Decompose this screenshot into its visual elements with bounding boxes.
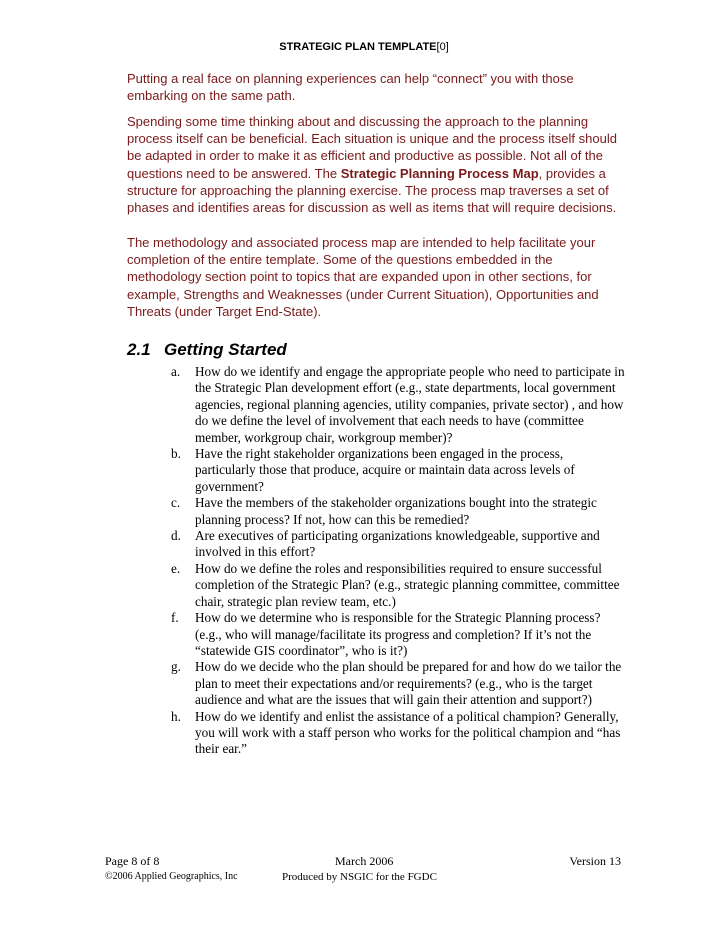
- list-item-label: c.: [171, 495, 181, 511]
- list-item: [165, 528, 625, 561]
- header-title: STRATEGIC PLAN TEMPLATE: [279, 41, 437, 53]
- list-item-label: g.: [171, 659, 181, 675]
- list-item-text: Are executives of participating organizations knowledgeable, supportive and involved in this effort?: [195, 528, 600, 560]
- section-title: Getting Started: [164, 340, 287, 359]
- header-ref: [0]: [436, 41, 449, 53]
- intro-text-2: [127, 113, 617, 216]
- list-item: [165, 495, 625, 528]
- list-item-text: How do we define the roles and responsibilities required to ensure successful completion of the Strategic Plan? (e.g., strategic planning committee, committee chair, strategic plan review team, etc.): [195, 560, 620, 609]
- footer-version: Version 13: [569, 854, 621, 868]
- list-item: [165, 561, 625, 610]
- list-item-text: Have the members of the stakeholder organizations bought into the strategic planning process? If not, how can this be remedied?: [195, 495, 597, 527]
- list-item-label: h.: [171, 708, 181, 724]
- list-item-label: e.: [171, 560, 181, 576]
- list-item-text: How do we identify and engage the appropriate people who need to participate in the Strategic Plan development effort (e.g., state departments, local government agencies, regional planning agencies, utility companies, private sector) , and how do we define the level of involvement that each needs to have (committee member, workgroup chair, workgroup member)?: [195, 364, 625, 445]
- list-item: [165, 446, 625, 495]
- list-item-label: d.: [171, 528, 181, 544]
- intro-text-3: The methodology and associated process map are intended to help facilitate your completion of the entire template. Some of the questions embedded in the methodology section point to topics that are expanded upon in other sections, for example, Strengths and Weaknesses (under Current Situation), Opportunities and Threats (under Target End-State).: [127, 235, 599, 319]
- intro-paragraph-3: [127, 234, 617, 320]
- list-item-label: a.: [171, 364, 181, 379]
- intro-paragraph-1: [127, 70, 617, 104]
- intro-text-2b: , provides a structure for approaching the planning exercise. The process map traverses a set of phases and identifies areas for discussion as well as items that will require decisions.: [127, 165, 617, 216]
- page-header: [0, 41, 728, 53]
- list-item: [165, 610, 625, 659]
- list-item: [165, 659, 625, 708]
- list-item-label: f.: [171, 610, 179, 626]
- process-map-reference: Strategic Planning Process Map: [340, 165, 539, 181]
- intro-text-2a: Spending some time thinking about and discussing the approach to the planning process itself can be beneficial. Each situation is unique and the process itself should be adapted in order to make it as efficient and productive as possible. Not all of the questions need to be answered. The: [127, 114, 617, 181]
- list-item-label: b.: [171, 446, 181, 462]
- list-item-text: How do we decide who the plan should be prepared for and how do we tailor the plan to meet their expectations and/or requirements? (e.g., who is the target audience and what are the issues that will gain their attention and support?): [195, 659, 622, 708]
- footer-copyright: ©2006 Applied Geographics, Inc: [105, 871, 238, 882]
- intro-paragraph-2: [127, 113, 617, 216]
- list-item-text: How do we identify and enlist the assistance of a political champion? Generally, you will work with a staff person who works for the political champion and “has their ear.”: [195, 708, 621, 757]
- intro-text-1: Putting a real face on planning experiences can help “connect” you with those embarking on the same path.: [127, 71, 574, 104]
- list-item: [165, 364, 625, 446]
- list-item-text: How do we determine who is responsible for the Strategic Planning process? (e.g., who will manage/facilitate its progress and completion? If it’s not the “statewide GIS coordinator”, who is it?): [195, 610, 601, 658]
- question-list: [165, 364, 625, 758]
- list-item: [165, 709, 625, 758]
- footer-date: March 2006: [335, 854, 394, 868]
- section-heading: [127, 340, 287, 360]
- page-number: Page 8 of 8: [105, 854, 160, 868]
- section-number: 2.1: [127, 340, 151, 359]
- list-item-text: Have the right stakeholder organizations been engaged in the process, particularly those that produce, acquire or maintain data across levels of government?: [195, 446, 575, 494]
- footer-produced: Produced by NSGIC for the FGDC: [282, 871, 437, 883]
